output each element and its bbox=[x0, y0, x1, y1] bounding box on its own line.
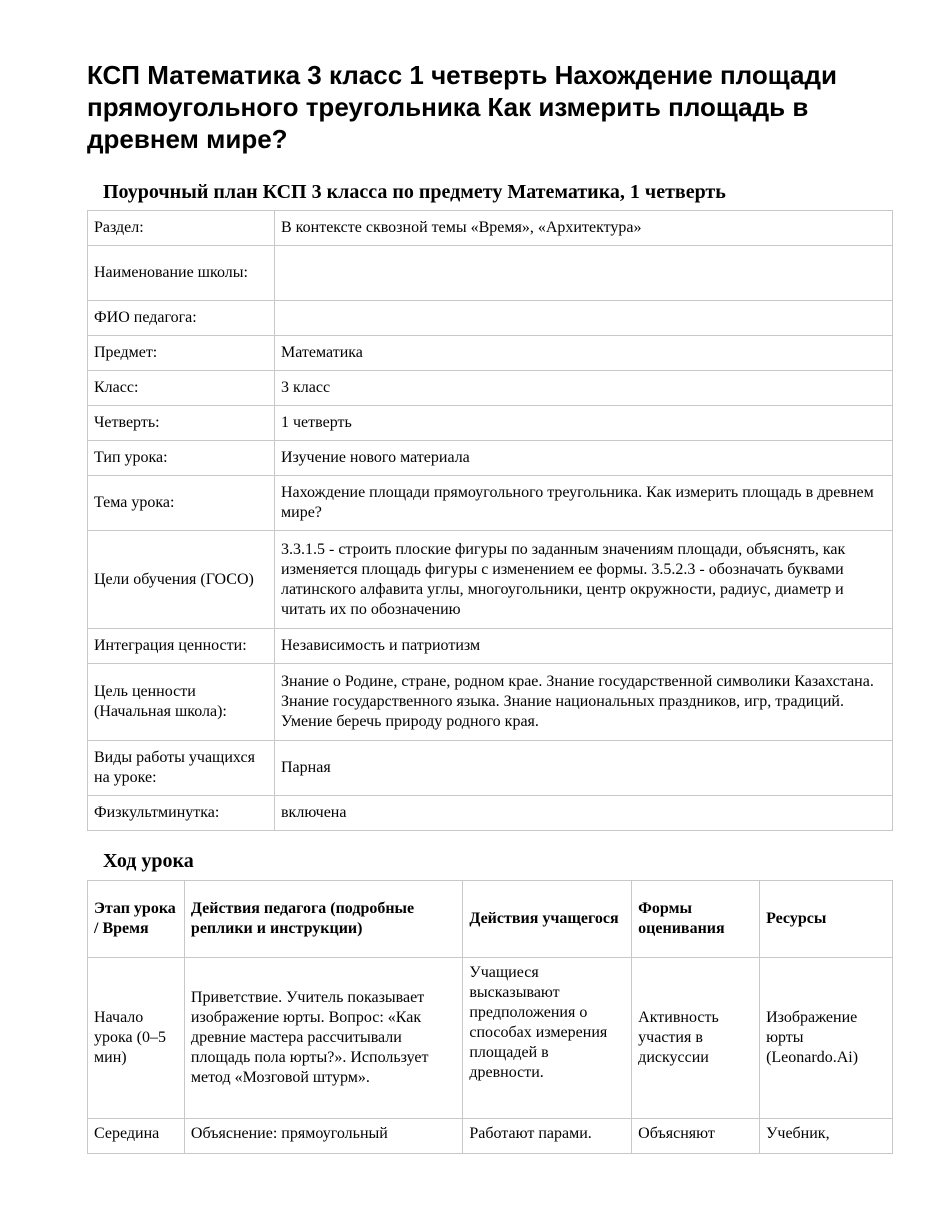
info-label: Раздел: bbox=[88, 211, 275, 246]
info-value: Математика bbox=[275, 336, 893, 371]
info-label: Тип урока: bbox=[88, 441, 275, 476]
lesson-heading: Ход урока bbox=[103, 850, 194, 872]
info-row-value-goal bbox=[88, 664, 893, 741]
lesson-header-row bbox=[88, 881, 893, 958]
info-row-topic bbox=[88, 476, 893, 531]
info-value: В контексте сквозной темы «Время», «Архитектура» bbox=[275, 211, 893, 246]
info-row-quarter bbox=[88, 406, 893, 441]
column-header-resources: Ресурсы bbox=[760, 881, 893, 958]
column-header-student-actions: Действия учащегося bbox=[463, 881, 632, 958]
info-row-subject bbox=[88, 336, 893, 371]
info-value bbox=[275, 301, 893, 336]
page-title: КСП Математика 3 класс 1 четверть Нахождение площади прямоугольного треугольника Как измерить площадь в древнем мире? bbox=[87, 60, 837, 154]
info-value: включена bbox=[275, 796, 893, 831]
lesson-info-table bbox=[87, 210, 893, 831]
column-header-stage: Этап урока / Время bbox=[88, 881, 185, 958]
info-label: Виды работы учащихся на уроке: bbox=[88, 741, 275, 796]
column-header-teacher-actions: Действия педагога (подробные реплики и инструкции) bbox=[184, 881, 462, 958]
cell-resources: Изображение юрты (Leonardo.Ai) bbox=[760, 958, 893, 1119]
info-label: Наименование школы: bbox=[88, 246, 275, 301]
info-value bbox=[275, 246, 893, 301]
info-label: Физкультминутка: bbox=[88, 796, 275, 831]
info-value: Знание о Родине, стране, родном крае. Знание государственной символики Казахстана. Знание государственного языка. Знание национальных праздников, игр, традиций. Умение беречь природу родного края. bbox=[275, 664, 893, 741]
cell-student-actions: Учащиеся высказывают предположения о способах измерения площадей в древности. bbox=[463, 958, 632, 1119]
info-row-teacher bbox=[88, 301, 893, 336]
info-label: Предмет: bbox=[88, 336, 275, 371]
info-label: Тема урока: bbox=[88, 476, 275, 531]
column-header-assessment: Формы оценивания bbox=[632, 881, 760, 958]
cell-student-actions: Работают парами. bbox=[463, 1119, 632, 1154]
info-value: Изучение нового материала bbox=[275, 441, 893, 476]
info-label: Цели обучения (ГОСО) bbox=[88, 531, 275, 629]
info-row-objectives bbox=[88, 531, 893, 629]
info-label: Четверть: bbox=[88, 406, 275, 441]
info-value: 1 четверть bbox=[275, 406, 893, 441]
info-label: ФИО педагога: bbox=[88, 301, 275, 336]
info-value: Нахождение площади прямоугольного треугольника. Как измерить площадь в древнем мире? bbox=[275, 476, 893, 531]
info-value: 3 класс bbox=[275, 371, 893, 406]
cell-teacher-actions: Объяснение: прямоугольный bbox=[184, 1119, 462, 1154]
cell-assessment: Объясняют bbox=[632, 1119, 760, 1154]
info-value: Парная bbox=[275, 741, 893, 796]
info-row-school bbox=[88, 246, 893, 301]
table-row bbox=[88, 958, 893, 1119]
lesson-flow-table bbox=[87, 880, 893, 1154]
cell-assessment: Активность участия в дискуссии bbox=[632, 958, 760, 1119]
info-value: Независимость и патриотизм bbox=[275, 629, 893, 664]
plan-heading: Поурочный план КСП 3 класса по предмету Математика, 1 четверть bbox=[103, 181, 726, 203]
info-row-lesson-type bbox=[88, 441, 893, 476]
info-row-pe-break bbox=[88, 796, 893, 831]
info-row-grade bbox=[88, 371, 893, 406]
info-label: Интеграция ценности: bbox=[88, 629, 275, 664]
cell-stage: Начало урока (0–5 мин) bbox=[88, 958, 185, 1119]
info-value: 3.3.1.5 - строить плоские фигуры по заданным значениям площади, объяснять, как изменяется площадь фигуры с изменением ее формы. 3.5.2.3 - обозначать буквами латинского алфавита углы, многоугольники, центр окружности, радиус, диаметр и читать их по обозначению bbox=[275, 531, 893, 629]
info-row-value-integration bbox=[88, 629, 893, 664]
cell-stage: Середина bbox=[88, 1119, 185, 1154]
info-label: Класс: bbox=[88, 371, 275, 406]
info-row-work-types bbox=[88, 741, 893, 796]
info-label: Цель ценности (Начальная школа): bbox=[88, 664, 275, 741]
table-row bbox=[88, 1119, 893, 1154]
cell-resources: Учебник, bbox=[760, 1119, 893, 1154]
info-row-section bbox=[88, 211, 893, 246]
cell-teacher-actions: Приветствие. Учитель показывает изображение юрты. Вопрос: «Как древние мастера рассчитывали площадь пола юрты?». Использует метод «Мозговой штурм». bbox=[184, 958, 462, 1119]
